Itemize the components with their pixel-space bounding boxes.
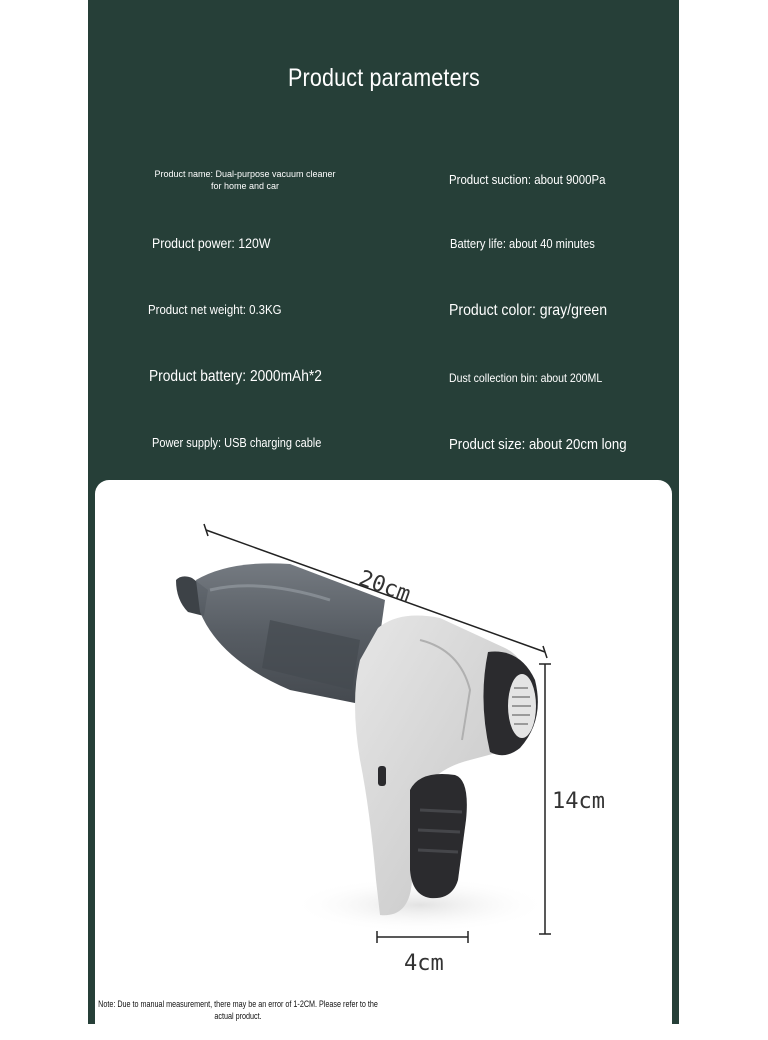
- param-dust-bin: Dust collection bin: about 200ML: [449, 371, 603, 385]
- param-power: Product power: 120W: [152, 235, 271, 251]
- height-label: 14cm: [552, 789, 605, 814]
- width-label: 4cm: [404, 951, 444, 976]
- param-power-supply: Power supply: USB charging cable: [152, 436, 322, 450]
- power-button: [378, 766, 386, 786]
- param-suction: Product suction: about 9000Pa: [449, 172, 606, 187]
- page-title: Product parameters: [288, 64, 480, 92]
- measurement-note: Note: Due to manual measurement, there may be an error of 1-2CM. Please refer to the actual product.: [98, 999, 378, 1021]
- param-product-name-text: Product name: Dual-purpose vacuum cleaner for home and car: [154, 169, 336, 191]
- height-dimension-line: [539, 664, 551, 934]
- length-label: 20cm: [355, 566, 414, 608]
- param-weight: Product net weight: 0.3KG: [148, 302, 282, 317]
- param-color: Product color: gray/green: [449, 302, 608, 319]
- param-battery: Product battery: 2000mAh*2: [149, 368, 322, 385]
- param-battery-life: Battery life: about 40 minutes: [450, 236, 595, 251]
- param-size: Product size: about 20cm long: [449, 436, 627, 453]
